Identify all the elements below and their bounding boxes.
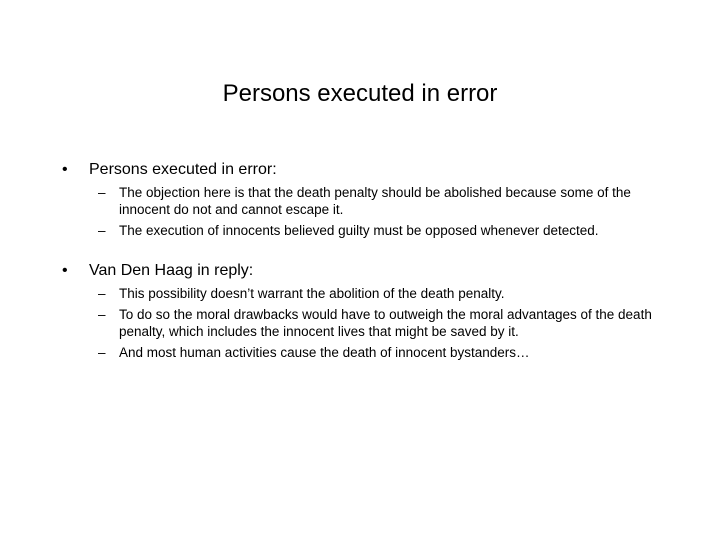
sub-bullet-mark: – [98,185,106,200]
bullet-mark: • [62,262,68,279]
bullet-mark: • [62,161,68,178]
sub-bullet-item [62,306,662,340]
sub-bullet-item [62,222,662,239]
bullet-text: Persons executed in error: [89,161,277,178]
bullet-text: Van Den Haag in reply: [89,262,254,279]
sub-bullet-text: This possibility doesn’t warrant the abolition of the death penalty. [119,286,505,301]
spacer [62,243,662,261]
sub-bullet-text: The objection here is that the death penalty should be abolished because some of the innocent do not and cannot escape it. [119,185,631,217]
slide-title: Persons executed in error [222,80,498,107]
sub-bullet-mark: – [98,345,106,360]
sub-bullet-text: To do so the moral drawbacks would have to outweigh the moral advantages of the death penalty, which includes the innocent lives that might be saved by it. [119,307,652,339]
slide-content [62,160,662,365]
sub-bullet-mark: – [98,286,106,301]
sub-bullet-item [62,184,662,218]
sub-bullet-item [62,285,662,302]
sub-bullet-item [62,344,662,361]
bullet-item [62,160,662,180]
sub-bullet-mark: – [98,223,106,238]
sub-bullet-mark: – [98,307,106,322]
sub-bullet-text: And most human activities cause the death of innocent bystanders… [119,345,530,360]
bullet-item [62,261,662,281]
sub-bullet-text: The execution of innocents believed guilty must be opposed whenever detected. [119,223,599,238]
